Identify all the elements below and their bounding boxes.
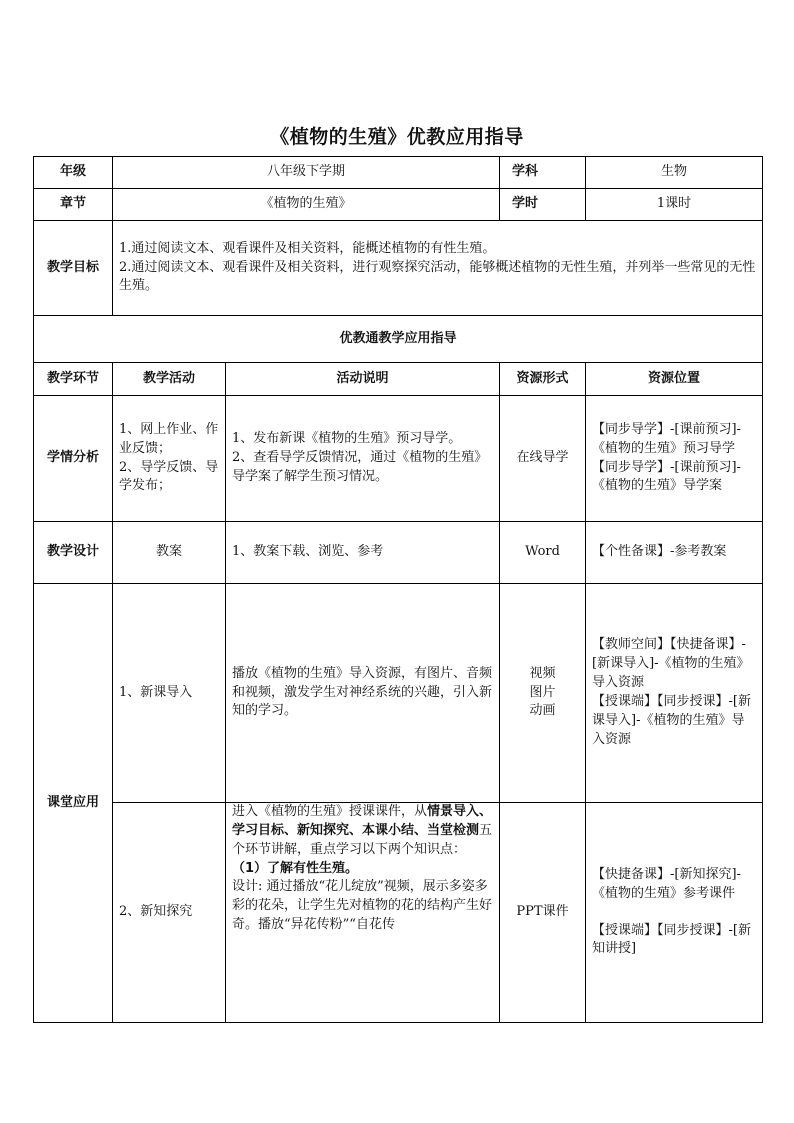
explore-desc-intro xyxy=(232,803,493,860)
analysis-description xyxy=(226,396,500,522)
analysis-activity-2: 2、导学反馈、导学发布； xyxy=(119,459,219,494)
lesson-plan-table xyxy=(33,156,763,1023)
explore-loc-2: 【授课端】【同步授课】-[新知讲授] xyxy=(592,922,751,957)
intro-format xyxy=(500,584,586,803)
analysis-activity-1: 1、网上作业、作业反馈； xyxy=(119,421,219,456)
explore-desc-steps: 情景导入、学习目标、新知探究、本课小结、当堂检测 xyxy=(232,804,493,838)
goal-2: 2.通过阅读文本、观看课件及相关资料，进行观察探究活动，能够概述植物的无性生殖，并列举一些常见的无性生殖。 xyxy=(119,259,756,294)
chapter-row xyxy=(34,189,763,221)
analysis-loc-2: 【同步导学】-[课前预习]-《植物的生殖》导学案 xyxy=(592,459,741,494)
explore-desc-a: 进入《植物的生殖》授课课件，从 xyxy=(232,804,428,819)
design-location: 【个性备课】-参考教案 xyxy=(586,522,763,584)
analysis-format: 在线导学 xyxy=(500,396,586,522)
header-stage: 教学环节 xyxy=(34,363,113,396)
analysis-activity xyxy=(113,396,226,522)
explore-description xyxy=(226,803,500,1023)
explore-point: （1）了解有性生殖。 xyxy=(232,860,359,876)
section-title-row xyxy=(34,316,763,363)
design-row xyxy=(34,522,763,584)
intro-activity: 1、新课导入 xyxy=(113,584,226,803)
header-activity: 教学活动 xyxy=(113,363,226,396)
hours-value: 1课时 xyxy=(586,189,763,221)
intro-row xyxy=(34,584,763,803)
explore-loc-1: 【快捷备课】-[新知探究]-《植物的生殖》参考课件 xyxy=(592,866,741,901)
design-description: 1、教案下载、浏览、参考 xyxy=(226,522,500,584)
grade-label: 年级 xyxy=(34,157,113,189)
intro-location xyxy=(586,584,763,803)
intro-loc-2: 【授课端】【同步授课】-[新课导入]-《植物的生殖》导入资源 xyxy=(592,694,751,747)
analysis-desc-2: 2、查看导学反馈情况，通过《植物的生殖》导学案了解学生预习情况。 xyxy=(232,450,488,484)
goal-1: 1.通过阅读文本、观看课件及相关资料，能概述植物的有性生殖。 xyxy=(119,240,496,256)
intro-format-video: 视频 xyxy=(529,665,556,681)
intro-description: 播放《植物的生殖》导入资源，有图片、音频和视频，激发学生对神经系统的兴趣，引入新知的学习。 xyxy=(226,584,500,803)
chapter-label: 章节 xyxy=(34,189,113,221)
explore-loc-spacer xyxy=(592,904,756,922)
intro-loc-1: 【教师空间】【快捷备课】-[新课导入]-《植物的生殖》导入资源 xyxy=(592,637,750,691)
explore-activity: 2、新知探究 xyxy=(113,803,226,1023)
goals-content xyxy=(113,221,763,316)
design-stage: 教学设计 xyxy=(34,522,113,584)
intro-format-animation: 动画 xyxy=(529,703,556,719)
classroom-stage: 课堂应用 xyxy=(34,584,113,1023)
header-format: 资源形式 xyxy=(500,363,586,396)
explore-row xyxy=(34,803,763,1023)
analysis-stage: 学情分析 xyxy=(34,396,113,522)
design-format: Word xyxy=(500,522,586,584)
chapter-value: 《植物的生殖》 xyxy=(113,189,500,221)
analysis-desc-1: 1、发布新课《植物的生殖》预习导学。 xyxy=(232,431,462,447)
analysis-row xyxy=(34,396,763,522)
subject-value: 生物 xyxy=(586,157,763,189)
header-description: 活动说明 xyxy=(226,363,500,396)
explore-location xyxy=(586,803,763,1023)
hours-label: 学时 xyxy=(500,189,586,221)
analysis-loc-1: 【同步导学】-[课前预习]-《植物的生殖》预习导学 xyxy=(592,421,741,456)
page-title: 《植物的生殖》优教应用指导 xyxy=(270,126,524,148)
grade-value: 八年级下学期 xyxy=(113,157,500,189)
design-activity: 教案 xyxy=(113,522,226,584)
header-location: 资源位置 xyxy=(586,363,763,396)
grade-row xyxy=(34,157,763,189)
goals-label: 教学目标 xyxy=(34,221,113,316)
header-row xyxy=(34,363,763,396)
goals-row xyxy=(34,221,763,316)
analysis-location xyxy=(586,396,763,522)
explore-desc-c: 五个环节讲解，重点学习以下两个知识点： xyxy=(232,822,493,857)
subject-label: 学科 xyxy=(500,157,586,189)
intro-format-image: 图片 xyxy=(529,684,556,700)
explore-format: PPT课件 xyxy=(500,803,586,1023)
section-title: 优教通教学应用指导 xyxy=(34,316,763,363)
explore-design: 设计: 通过播放“花儿绽放”视频，展示多姿多彩的花朵，让学生先对植物的花的结构产生好奇。播放“异花传粉”“自花传 xyxy=(232,879,493,933)
